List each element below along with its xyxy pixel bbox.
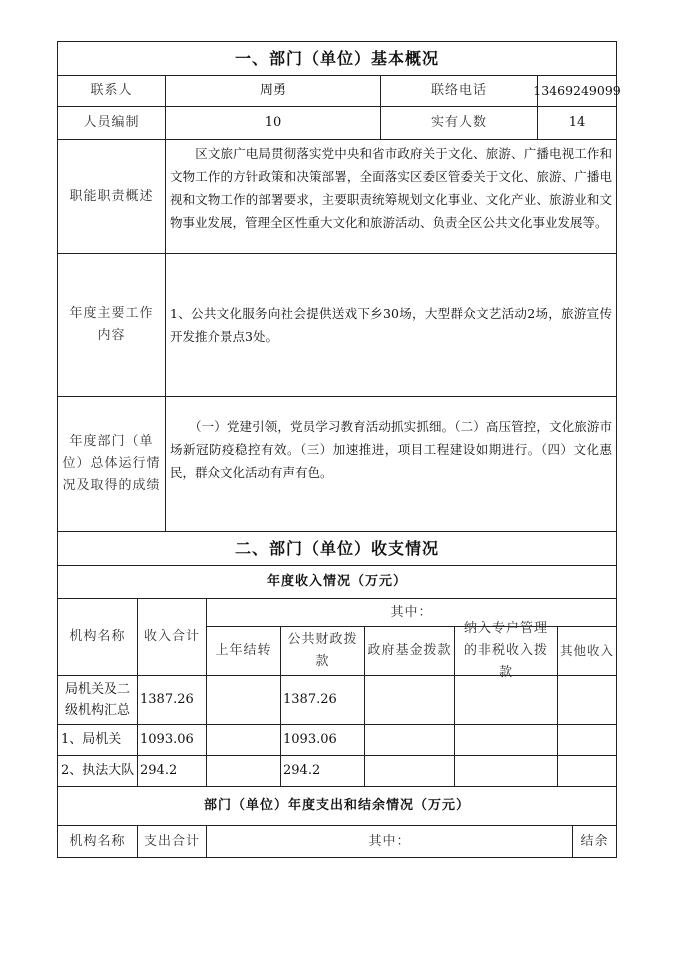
contact-name: 周勇	[165, 75, 381, 107]
income-row-carryover	[206, 755, 281, 787]
income-row-carryover	[206, 675, 281, 725]
income-row-fund	[364, 755, 455, 787]
work-label: 年度主要工作内容	[57, 253, 166, 397]
expense-col-balance: 结余	[572, 825, 617, 858]
actual-staff-value: 14	[537, 106, 617, 140]
expense-table-title: 部门（单位）年度支出和结余情况（万元）	[57, 786, 617, 826]
income-row-other	[557, 755, 617, 787]
income-row-nontax	[454, 675, 558, 725]
staff-quota-value: 10	[165, 106, 381, 140]
income-row-other	[557, 675, 617, 725]
income-row-public: 1093.06	[280, 724, 365, 756]
expense-col-among: 其中：	[206, 825, 573, 858]
income-row-total: 1387.26	[137, 675, 207, 725]
income-col-total: 收入合计	[137, 598, 207, 676]
income-row-org: 1、局机关	[57, 724, 138, 756]
income-col-public: 公共财政拨款	[280, 626, 365, 676]
phone-value: 13469249099	[537, 75, 617, 107]
income-row-org: 2、执法大队	[57, 755, 138, 787]
income-row-fund	[364, 724, 455, 756]
section2-title: 二、部门（单位）收支情况	[57, 531, 617, 566]
income-col-among: 其中：	[206, 598, 617, 627]
income-col-org: 机构名称	[57, 598, 138, 676]
income-row-total: 1093.06	[137, 724, 207, 756]
income-row-nontax	[454, 755, 558, 787]
income-row-public: 294.2	[280, 755, 365, 787]
expense-col-total: 支出合计	[137, 825, 207, 858]
income-row-other	[557, 724, 617, 756]
income-table-title: 年度收入情况（万元）	[57, 565, 617, 599]
section1-title: 一、部门（单位）基本概况	[57, 41, 617, 76]
income-row-carryover	[206, 724, 281, 756]
phone-label: 联络电话	[380, 75, 538, 107]
work-text: 1、公共文化服务向社会提供送戏下乡30场，大型群众文艺活动2场，旅游宣传开发推介景点3处。	[165, 253, 617, 397]
income-col-nontax: 纳入专户管理的非税收入拨款	[454, 626, 558, 676]
income-row-org: 局机关及二级机构汇总	[57, 675, 138, 725]
income-col-fund: 政府基金拨款	[364, 626, 455, 676]
contact-label: 联系人	[57, 75, 166, 107]
staff-quota-label: 人员编制	[57, 106, 166, 140]
income-row-fund	[364, 675, 455, 725]
income-col-carryover: 上年结转	[206, 626, 281, 676]
duties-label: 职能职责概述	[57, 139, 166, 254]
results-label: 年度部门（单位）总体运行情况及取得的成绩	[57, 396, 166, 532]
duties-text: 区文旅广电局贯彻落实党中央和省市政府关于文化、旅游、广播电视工作和文物工作的方针政策和决策部署，全面落实区委区管委关于文化、旅游、广播电视和文物工作的部署要求，主要职责统筹规划文化事业、文化产业、旅游业和文物事业发展，管理全区性重大文化和旅游活动、负责全区公共文化事业发展等。	[165, 139, 617, 254]
expense-col-org: 机构名称	[57, 825, 138, 858]
actual-staff-label: 实有人数	[380, 106, 538, 140]
income-row-nontax	[454, 724, 558, 756]
results-text: （一）党建引领，党员学习教育活动抓实抓细。（二）高压管控，文化旅游市场新冠防疫稳控有效。（三）加速推进，项目工程建设如期进行。（四）文化惠民，群众文化活动有声有色。	[165, 396, 617, 532]
income-row-total: 294.2	[137, 755, 207, 787]
income-row-public: 1387.26	[280, 675, 365, 725]
income-col-other: 其他收入	[557, 626, 617, 676]
